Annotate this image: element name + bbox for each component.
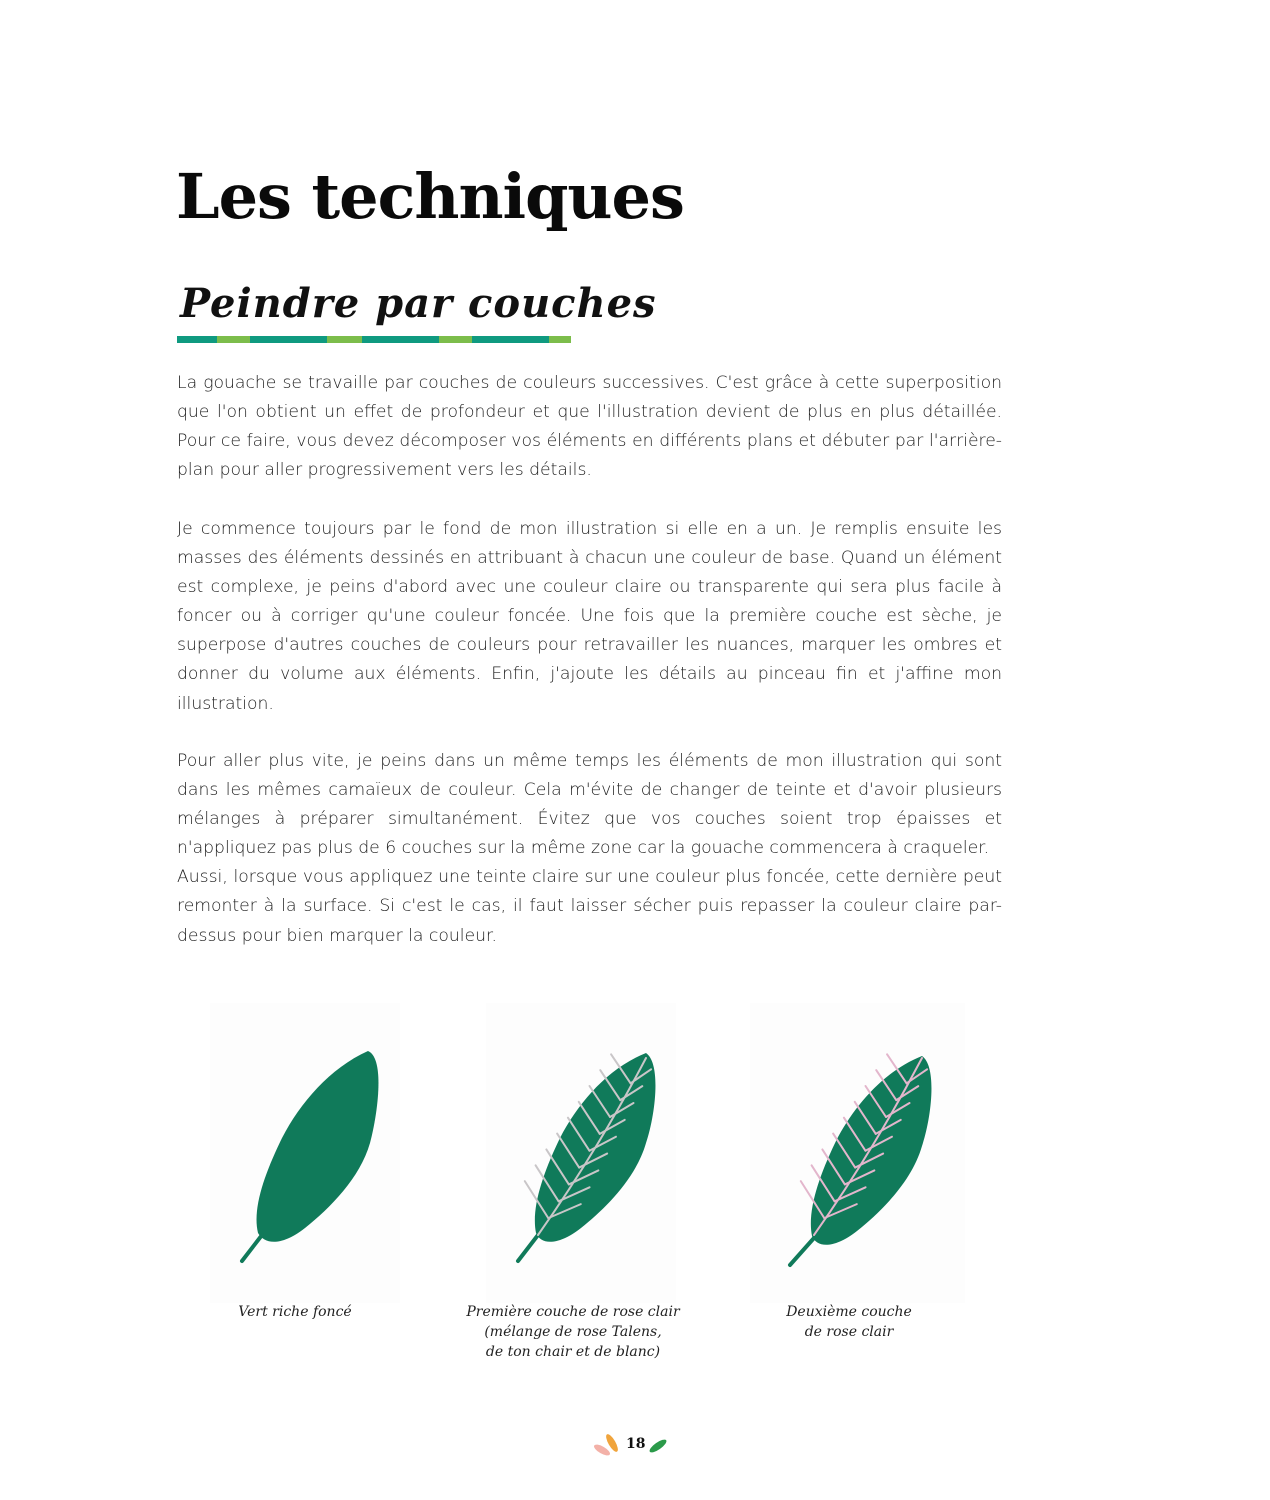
figure-caption-3: Deuxième couche de rose clair (786, 1304, 912, 1340)
paragraph-3: Pour aller plus vite, je peins dans un même temps les éléments de mon illustration qui sont dans les mêmes camaïeux de couleur. Cela m'évite de changer de teinte et d'avoir plusieurs mélanges à préparer simultanément. Évitez que vos couches soient trop épaisses et n'appliquez pas plus de 6 couches sur la même zone car la gouache commencera à craqueler. Aussi, lorsque vous appliquez une teinte claire sur une couleur plus foncée, cette dernière peut remonter à la surface. Si c'est le cas, il faut laisser sécher puis repasser la couleur claire par-dessus pour bien marquer la couleur. (177, 751, 1002, 946)
leaf-illustration-second-layer (750, 1003, 965, 1303)
figure-caption-1: Vert riche foncé (238, 1304, 352, 1320)
paragraph-1: La gouache se travaille par couches de couleurs successives. C'est grâce à cette superposition que l'on obtient un effet de profondeur et que l'illustration devient de plus en plus détaillée. Pour ce faire, vous devez décomposer vos éléments en différents plans et débuter par l'arrière-plan pour aller progressivement vers les détails. (177, 373, 1002, 481)
section-title: Peindre par couches (180, 280, 657, 327)
pink-leaf-icon (592, 1442, 611, 1457)
figure-leaf-base (210, 1003, 400, 1303)
figure-leaf-second-layer (750, 1003, 965, 1303)
figure-leaf-first-layer (486, 1003, 676, 1303)
leaf-stem (790, 1238, 814, 1265)
leaf-stem (518, 1235, 538, 1261)
page-title: Les techniques (176, 160, 684, 233)
section-title-underline (177, 336, 571, 343)
leaf-illustration-first-layer (486, 1003, 676, 1303)
leaf-stem (242, 1235, 262, 1261)
page-number: 18 (626, 1436, 646, 1452)
paragraph-2: Je commence toujours par le fond de mon illustration si elle en a un. Je remplis ensuite les masses des éléments dessinés en attribuant à chacun une couleur de base. Quand un élément est complexe, je peins d'abord avec une couleur claire ou transparente qui sera plus facile à foncer ou à corriger qu'une couleur foncée. Une fois que la première couche est sèche, je superpose d'autres couches de couleurs pour retravailler les nuances, marquer les ombres et donner du volume aux éléments. Enfin, j'ajoute les détails au pinceau fin et j'affine mon illustration. (177, 519, 1002, 714)
page-footer (590, 1432, 680, 1462)
figure-caption-2: Première couche de rose clair (mélange de rose Talens, de ton chair et de blanc) (466, 1304, 680, 1360)
leaf-illustration-base (210, 1003, 400, 1303)
green-leaf-icon (648, 1437, 668, 1454)
leaf-body (257, 1051, 379, 1242)
